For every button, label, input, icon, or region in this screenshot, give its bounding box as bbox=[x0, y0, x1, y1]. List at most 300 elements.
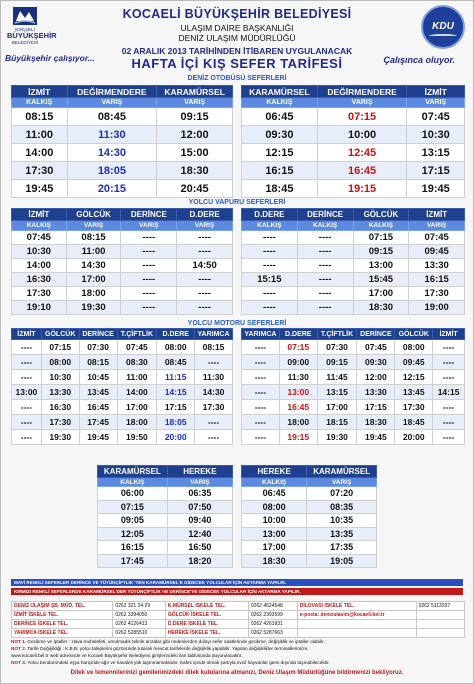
time-cell: ---- bbox=[433, 415, 465, 430]
time-cell: ---- bbox=[177, 245, 233, 259]
column-header: İZMİT bbox=[407, 86, 465, 98]
column-subheader: VARIŞ bbox=[407, 98, 465, 108]
contact-label: HEREKE İSKELE TEL. bbox=[165, 629, 248, 638]
table-row bbox=[12, 162, 233, 180]
time-cell: 09:15 bbox=[157, 108, 233, 126]
column-header: İZMİT bbox=[433, 329, 465, 340]
slogan-left: Büyükşehir çalışıyor... bbox=[5, 53, 95, 63]
note-line bbox=[11, 652, 463, 659]
time-cell: ---- bbox=[242, 400, 280, 415]
logo-top-text: KOCAELİ bbox=[15, 27, 35, 32]
table-row bbox=[242, 514, 377, 528]
time-cell: ---- bbox=[12, 430, 42, 445]
time-cell: 18:20 bbox=[167, 554, 232, 568]
contact-label: DERİNCE İSKELE TEL. bbox=[12, 620, 113, 629]
time-cell: ---- bbox=[195, 355, 233, 370]
table-row bbox=[98, 487, 233, 501]
time-cell: 14:30 bbox=[195, 385, 233, 400]
column-header: İZMİT bbox=[12, 209, 67, 221]
time-cell: 08:15 bbox=[66, 231, 121, 245]
bus-timetable-left bbox=[11, 85, 233, 198]
time-cell: ---- bbox=[242, 385, 280, 400]
time-cell: ---- bbox=[433, 370, 465, 385]
time-cell: 17:00 bbox=[353, 287, 409, 301]
column-subheader: VARIŞ bbox=[177, 221, 233, 231]
time-cell: 19:45 bbox=[79, 430, 117, 445]
department-line-1: ULAŞIM DAİRE BAŞKANLIĞI bbox=[180, 23, 294, 33]
column-header: KARAMÜRSEL bbox=[157, 86, 233, 98]
contact-phone bbox=[416, 620, 464, 629]
time-cell: 11:00 bbox=[117, 370, 157, 385]
hereke-timetable-left bbox=[97, 465, 233, 568]
contact-phone: 0262 4126413 bbox=[113, 620, 166, 629]
time-cell: 07:45 bbox=[12, 231, 67, 245]
time-cell: 12:00 bbox=[357, 370, 395, 385]
time-cell: 20:00 bbox=[157, 430, 195, 445]
table-row bbox=[12, 245, 233, 259]
table-row bbox=[242, 126, 465, 144]
time-cell: 09:45 bbox=[409, 245, 465, 259]
section-label-motor: YOLCU MOTORU SEFERLERİ bbox=[187, 320, 287, 327]
column-subheader: VARIŞ bbox=[409, 221, 465, 231]
column-header: İZMİT bbox=[12, 329, 42, 340]
contact-label: İZMİT İSKELE TEL. bbox=[12, 611, 113, 620]
time-cell: 19:50 bbox=[117, 430, 157, 445]
time-cell: 09:40 bbox=[167, 514, 232, 528]
time-cell: 13:30 bbox=[409, 259, 465, 273]
time-cell: 19:10 bbox=[12, 301, 67, 315]
time-cell: 20:15 bbox=[67, 180, 157, 198]
time-cell: ---- bbox=[177, 301, 233, 315]
column-subheader: KALKIŞ bbox=[12, 98, 68, 108]
time-cell: 17:00 bbox=[117, 400, 157, 415]
time-cell: 16:15 bbox=[242, 162, 318, 180]
time-cell: 08:00 bbox=[395, 340, 433, 355]
time-cell: 18:30 bbox=[357, 415, 395, 430]
table-row bbox=[242, 430, 465, 445]
time-cell: 18:45 bbox=[242, 180, 318, 198]
table-subheader-row bbox=[12, 98, 233, 108]
time-cell: ---- bbox=[121, 245, 177, 259]
time-cell: 18:30 bbox=[242, 554, 307, 568]
note-text: Yolcu beraberindeki eşya hariçinde ağır ve havaleli yük taşınmamaktadır. Kafes içinde olmak şartıyla evcil hayvanlar gemi dışında taşınabilecektir. bbox=[27, 660, 330, 666]
time-cell: 07:15 bbox=[98, 500, 168, 514]
column-subheader: KALKIŞ bbox=[12, 221, 67, 231]
time-cell: 19:45 bbox=[407, 180, 465, 198]
time-cell: 10:00 bbox=[242, 514, 307, 528]
time-cell: 08:15 bbox=[195, 340, 233, 355]
time-cell: 12:05 bbox=[98, 527, 168, 541]
time-cell: 11:30 bbox=[67, 126, 157, 144]
contact-label: e-posta: denizulasim@kocaeli.bel.tr bbox=[297, 611, 416, 620]
contact-phone: 0262 5285510 bbox=[113, 629, 166, 638]
table-subheader-row bbox=[242, 478, 377, 487]
column-header: T.ÇİFTLİK bbox=[117, 329, 157, 340]
column-header: DEĞİRMENDERE bbox=[317, 86, 407, 98]
table-row bbox=[242, 541, 377, 555]
time-cell: ---- bbox=[121, 301, 177, 315]
time-cell: 08:30 bbox=[117, 355, 157, 370]
contact-phone: 0262 4261931 bbox=[248, 620, 297, 629]
column-subheader: KALKIŞ bbox=[353, 221, 409, 231]
time-cell: 19:30 bbox=[41, 430, 79, 445]
note-number: NOT 3. bbox=[11, 660, 27, 666]
time-cell: 17:35 bbox=[307, 541, 377, 555]
time-cell: ---- bbox=[242, 259, 298, 273]
contact-label: K.MÜRSEL İSKELE TEL. bbox=[165, 602, 248, 611]
contact-label: YARIMCA İSKELE TEL. bbox=[12, 629, 113, 638]
table-header-row bbox=[242, 329, 465, 340]
time-cell: ---- bbox=[433, 355, 465, 370]
section-label-bus: DENİZ OTOBÜSÜ SEFERLERİ bbox=[187, 75, 287, 82]
contact-row bbox=[12, 611, 465, 620]
column-subheader: VARIŞ bbox=[167, 478, 232, 487]
table-row bbox=[242, 415, 465, 430]
time-cell: 07:15 bbox=[279, 340, 317, 355]
time-cell: 16:30 bbox=[12, 273, 67, 287]
time-cell: 19:05 bbox=[307, 554, 377, 568]
column-header: D.DERE bbox=[279, 329, 317, 340]
table-row bbox=[98, 514, 233, 528]
time-cell: 16:45 bbox=[317, 162, 407, 180]
time-cell: ---- bbox=[12, 340, 42, 355]
note-line bbox=[11, 645, 463, 652]
table-subheader-row bbox=[12, 221, 233, 231]
column-subheader: KALKIŞ bbox=[242, 98, 318, 108]
contact-phone bbox=[416, 629, 464, 638]
time-cell: 10:30 bbox=[41, 370, 79, 385]
table-row bbox=[242, 180, 465, 198]
time-cell: 13:00 bbox=[12, 385, 42, 400]
time-cell: ---- bbox=[433, 430, 465, 445]
time-cell: 14:00 bbox=[12, 259, 67, 273]
time-cell: 07:50 bbox=[167, 500, 232, 514]
time-cell: 06:45 bbox=[242, 487, 307, 501]
table-row bbox=[242, 340, 465, 355]
contact-row bbox=[12, 602, 465, 611]
table-row bbox=[12, 273, 233, 287]
time-cell: 19:15 bbox=[279, 430, 317, 445]
time-cell: 07:15 bbox=[353, 231, 409, 245]
time-cell: ---- bbox=[242, 231, 298, 245]
table-row bbox=[12, 301, 233, 315]
time-cell: ---- bbox=[195, 415, 233, 430]
time-cell: 07:30 bbox=[79, 340, 117, 355]
table-row bbox=[242, 400, 465, 415]
time-cell: 07:45 bbox=[409, 231, 465, 245]
time-cell: 17:15 bbox=[407, 162, 465, 180]
time-cell: ---- bbox=[195, 430, 233, 445]
table-row bbox=[12, 340, 233, 355]
time-cell: 14:30 bbox=[66, 259, 121, 273]
time-cell: 18:00 bbox=[66, 287, 121, 301]
note-text: Tarife Değişikliği : K.B.B. yolcu taleplerini gözönünde tutarak mevcut tarifelerde değişiklik yapabilir. Yapılan değişiklikler terminallerimize, bbox=[27, 646, 309, 652]
time-cell: 13:30 bbox=[357, 385, 395, 400]
column-subheader: VARIŞ bbox=[121, 221, 177, 231]
column-header: YARIMCA bbox=[195, 329, 233, 340]
table-row bbox=[242, 301, 465, 315]
time-cell: 13:15 bbox=[407, 144, 465, 162]
time-cell: ---- bbox=[177, 231, 233, 245]
time-cell: 06:00 bbox=[98, 487, 168, 501]
table-header-row bbox=[242, 86, 465, 98]
contact-phone: 0262 5287663 bbox=[248, 629, 297, 638]
table-row bbox=[12, 126, 233, 144]
time-cell: ---- bbox=[121, 231, 177, 245]
table-row bbox=[242, 144, 465, 162]
department-line-2: DENİZ ULAŞIM MÜDÜRLÜĞÜ bbox=[178, 33, 296, 43]
note-text: www.kocaeli.bel.tr web adresinde ve Kocaeli Büyükşehir Belediyesi girişlerindeki ilan tablosunda duyurulacaktır. bbox=[11, 653, 243, 659]
time-cell: ---- bbox=[297, 245, 353, 259]
time-cell: 08:00 bbox=[242, 500, 307, 514]
time-cell: 18:30 bbox=[157, 162, 233, 180]
column-subheader: VARIŞ bbox=[66, 221, 121, 231]
table-row bbox=[12, 287, 233, 301]
time-cell: 11:00 bbox=[66, 245, 121, 259]
time-cell: 07:45 bbox=[407, 108, 465, 126]
table-row bbox=[242, 287, 465, 301]
table-row bbox=[242, 108, 465, 126]
table-row bbox=[98, 500, 233, 514]
time-cell: 19:30 bbox=[66, 301, 121, 315]
contact-row bbox=[12, 620, 465, 629]
time-cell: 10:30 bbox=[407, 126, 465, 144]
time-cell: 18:00 bbox=[117, 415, 157, 430]
table-row bbox=[12, 231, 233, 245]
time-cell: 17:00 bbox=[317, 400, 357, 415]
time-cell: 17:15 bbox=[357, 400, 395, 415]
column-subheader: VARIŞ bbox=[307, 478, 377, 487]
column-subheader: KALKIŞ bbox=[242, 478, 307, 487]
column-header: GÖLCÜK bbox=[353, 209, 409, 221]
time-cell: 07:15 bbox=[41, 340, 79, 355]
note-text: Gecikme ve İptaller : Hava muhalefeti, umulmadık teknik arızalar gibi nedenlerden dolayı sefer saatlerinde gecikme, değişiklik ve iptaller olabilir. bbox=[27, 639, 325, 644]
column-header: İZMİT bbox=[12, 86, 68, 98]
time-cell: 09:00 bbox=[279, 355, 317, 370]
column-subheader: KALKIŞ bbox=[98, 478, 168, 487]
column-subheader: VARIŞ bbox=[317, 98, 407, 108]
time-cell: 10:45 bbox=[79, 370, 117, 385]
time-cell: 10:35 bbox=[307, 514, 377, 528]
time-cell: 18:05 bbox=[157, 415, 195, 430]
time-cell: ---- bbox=[12, 370, 42, 385]
logo-word-text: BÜYÜKŞEHİR bbox=[7, 31, 57, 40]
time-cell: ---- bbox=[242, 340, 280, 355]
time-cell: 12:45 bbox=[317, 144, 407, 162]
note-line bbox=[11, 638, 463, 645]
time-cell: ---- bbox=[297, 287, 353, 301]
time-cell: 06:35 bbox=[167, 487, 232, 501]
kdu-logo-text: KDU bbox=[432, 21, 454, 32]
time-cell: 07:45 bbox=[117, 340, 157, 355]
time-cell: 15:45 bbox=[353, 273, 409, 287]
section-label-ferry: YOLCU VAPURU SEFERLERİ bbox=[188, 199, 286, 206]
note-number: NOT 1. bbox=[11, 639, 27, 644]
contact-row bbox=[12, 629, 465, 638]
column-header: YARIMCA bbox=[242, 329, 280, 340]
column-subheader: KALKIŞ bbox=[297, 221, 353, 231]
time-cell: 11:45 bbox=[317, 370, 357, 385]
time-cell: 15:00 bbox=[157, 144, 233, 162]
table-row bbox=[12, 430, 233, 445]
contact-label: GÖLCÜK İSKELE TEL. bbox=[165, 611, 248, 620]
time-cell: 14:15 bbox=[157, 385, 195, 400]
time-cell: 17:00 bbox=[66, 273, 121, 287]
time-cell: 16:15 bbox=[409, 273, 465, 287]
table-row bbox=[12, 355, 233, 370]
time-cell: 09:15 bbox=[317, 355, 357, 370]
column-header: DERİNCE bbox=[297, 209, 353, 221]
time-cell: ---- bbox=[177, 273, 233, 287]
time-cell: 07:45 bbox=[357, 340, 395, 355]
time-cell: 19:00 bbox=[409, 301, 465, 315]
time-cell: 11:30 bbox=[195, 370, 233, 385]
time-cell: 17:30 bbox=[12, 287, 67, 301]
contact-phone: 0262 321 24 29 bbox=[113, 602, 166, 611]
time-cell: 17:45 bbox=[98, 554, 168, 568]
time-cell: 14:50 bbox=[177, 259, 233, 273]
table-row bbox=[242, 245, 465, 259]
time-cell: 13:00 bbox=[279, 385, 317, 400]
red-transfer-note: KIRMIZI RENKLİ SEFERLERDE KARAMÜRSEL'DEN TÜTÜNÇİFTLİK VE DERİNCE'YE GİDECEK YOLCULAR İÇİN AKTARMA YAPILIR. bbox=[11, 588, 463, 595]
table-row bbox=[242, 231, 465, 245]
column-header: KARAMÜRSEL bbox=[98, 466, 168, 478]
time-cell: 13:45 bbox=[79, 385, 117, 400]
contact-label bbox=[297, 620, 416, 629]
time-cell: 20:00 bbox=[395, 430, 433, 445]
note-number: NOT 2. bbox=[11, 646, 27, 652]
time-cell: 17:00 bbox=[242, 541, 307, 555]
table-row bbox=[242, 259, 465, 273]
time-cell: 08:00 bbox=[41, 355, 79, 370]
time-cell: ---- bbox=[242, 370, 280, 385]
time-cell: 08:00 bbox=[157, 340, 195, 355]
contact-phone: 0262 5113297 bbox=[416, 602, 464, 611]
time-cell: 07:15 bbox=[317, 108, 407, 126]
time-cell: 15:15 bbox=[242, 273, 298, 287]
motor-timetable-left bbox=[11, 328, 233, 445]
time-cell: 13:30 bbox=[41, 385, 79, 400]
time-cell: 14:15 bbox=[433, 385, 465, 400]
contact-phone: 0262 2393599 bbox=[248, 611, 297, 620]
table-row bbox=[12, 415, 233, 430]
contact-phone: 0262 4524548 bbox=[248, 602, 297, 611]
column-header: DERİNCE bbox=[121, 209, 177, 221]
bus-timetable-right bbox=[241, 85, 465, 198]
column-header: İZMİT bbox=[409, 209, 465, 221]
time-cell: ---- bbox=[242, 301, 298, 315]
time-cell: ---- bbox=[242, 430, 280, 445]
time-cell: ---- bbox=[242, 415, 280, 430]
column-subheader: VARIŞ bbox=[67, 98, 157, 108]
time-cell: 16:30 bbox=[41, 400, 79, 415]
time-cell: 09:45 bbox=[395, 355, 433, 370]
time-cell: 13:15 bbox=[317, 385, 357, 400]
time-cell: ---- bbox=[297, 259, 353, 273]
time-cell: 14:00 bbox=[117, 385, 157, 400]
table-subheader-row bbox=[98, 478, 233, 487]
ferry-timetable-right bbox=[241, 208, 465, 315]
time-cell: 09:30 bbox=[242, 126, 318, 144]
table-row bbox=[242, 554, 377, 568]
time-cell: 17:30 bbox=[409, 287, 465, 301]
column-header: KARAMÜRSEL bbox=[242, 86, 318, 98]
contact-phone bbox=[416, 611, 464, 620]
column-header: HEREKE bbox=[242, 466, 307, 478]
time-cell: 17:15 bbox=[157, 400, 195, 415]
time-cell: 19:30 bbox=[317, 430, 357, 445]
column-header: DERİNCE bbox=[357, 329, 395, 340]
table-row bbox=[98, 541, 233, 555]
slogan-right: Çalışınca oluyor. bbox=[383, 55, 455, 65]
column-header: KARAMÜRSEL bbox=[307, 466, 377, 478]
column-header: GÖLCÜK bbox=[395, 329, 433, 340]
time-cell: 19:45 bbox=[357, 430, 395, 445]
time-cell: 08:45 bbox=[67, 108, 157, 126]
time-cell: 08:15 bbox=[12, 108, 68, 126]
time-cell: 11:15 bbox=[157, 370, 195, 385]
time-cell: 18:30 bbox=[353, 301, 409, 315]
time-cell: ---- bbox=[242, 287, 298, 301]
time-cell: 18:15 bbox=[317, 415, 357, 430]
time-cell: ---- bbox=[242, 245, 298, 259]
time-cell: 20:45 bbox=[157, 180, 233, 198]
time-cell: 12:40 bbox=[167, 527, 232, 541]
table-row bbox=[242, 355, 465, 370]
time-cell: 12:15 bbox=[395, 370, 433, 385]
time-cell: 12:15 bbox=[242, 144, 318, 162]
closing-message: Dilek ve temennilerinizi gemilerimizdeki dilek kutularına atmanızı, Deniz Ulaşım Müdürlüğüne bildirmenizi bekliyoruz. bbox=[70, 670, 404, 676]
time-cell: ---- bbox=[242, 355, 280, 370]
time-cell: 10:30 bbox=[12, 245, 67, 259]
time-cell: 17:30 bbox=[41, 415, 79, 430]
time-cell: 11:00 bbox=[12, 126, 68, 144]
table-header-row bbox=[12, 86, 233, 98]
table-row bbox=[12, 180, 233, 198]
column-header: T.ÇİFTLİK bbox=[317, 329, 357, 340]
table-row bbox=[242, 273, 465, 287]
time-cell: 13:00 bbox=[242, 527, 307, 541]
time-cell: ---- bbox=[12, 400, 42, 415]
motor-timetable-right bbox=[241, 328, 465, 445]
table-row bbox=[12, 259, 233, 273]
ferry-timetable-left bbox=[11, 208, 233, 315]
table-subheader-row bbox=[242, 221, 465, 231]
note-line bbox=[11, 659, 463, 666]
table-header-row bbox=[12, 329, 233, 340]
table-row bbox=[242, 162, 465, 180]
time-cell: 16:45 bbox=[279, 400, 317, 415]
table-row bbox=[12, 370, 233, 385]
time-cell: 08:15 bbox=[79, 355, 117, 370]
time-cell: 18:00 bbox=[279, 415, 317, 430]
time-cell: 07:20 bbox=[307, 487, 377, 501]
column-header: GÖLCÜK bbox=[41, 329, 79, 340]
time-cell: 09:05 bbox=[98, 514, 168, 528]
org-title: KOCAELİ BÜYÜKŞEHİR BELEDİYESİ bbox=[122, 7, 352, 21]
time-cell: ---- bbox=[297, 301, 353, 315]
time-cell: 19:45 bbox=[12, 180, 68, 198]
column-header: GÖLCÜK bbox=[66, 209, 121, 221]
time-cell: ---- bbox=[12, 355, 42, 370]
time-cell: 11:30 bbox=[279, 370, 317, 385]
time-cell: ---- bbox=[121, 287, 177, 301]
table-row bbox=[242, 370, 465, 385]
time-cell: 17:30 bbox=[195, 400, 233, 415]
time-cell: ---- bbox=[433, 400, 465, 415]
time-cell: 18:05 bbox=[67, 162, 157, 180]
table-header-row bbox=[12, 209, 233, 221]
